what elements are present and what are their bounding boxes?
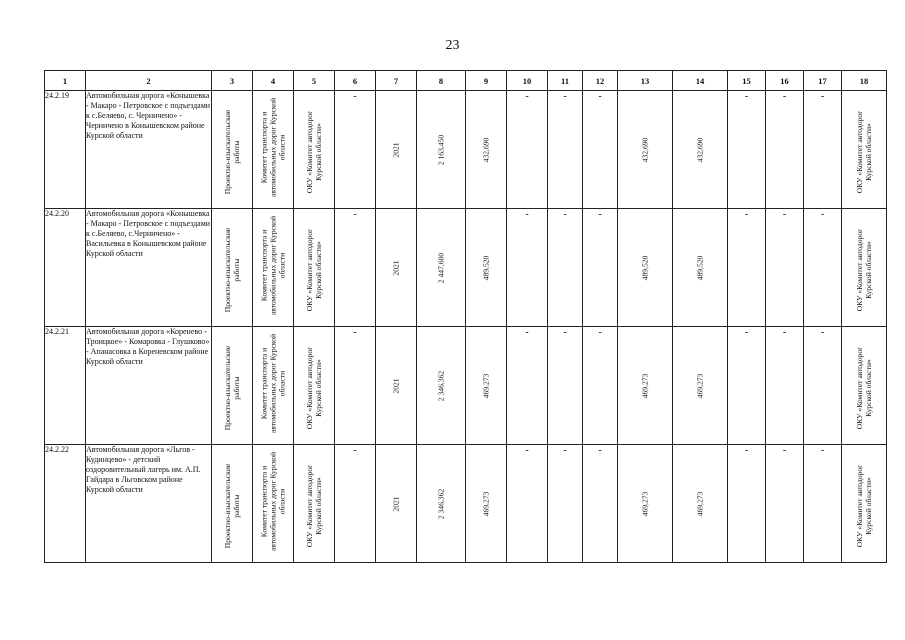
table-row xyxy=(45,209,887,327)
cell-c12: - xyxy=(583,445,618,563)
cell-c15: - xyxy=(728,327,766,445)
cell-c6: - xyxy=(335,91,376,209)
column-header: 14 xyxy=(673,71,728,91)
work-type: Проектно-изыскательские работы xyxy=(223,109,241,195)
road-name: Автомобильная дорога «Льгов - Кудинцево» - детский оздоровительный лагерь им. А.П. Гайдара в Льговском районе Курской области xyxy=(86,445,212,563)
cell-c14: 432,690 xyxy=(695,137,705,162)
cell-c11: - xyxy=(548,445,583,563)
column-header: 15 xyxy=(728,71,766,91)
column-header: 1 xyxy=(45,71,86,91)
contractor: ОКУ «Комитет автодорог Курской области» xyxy=(305,464,323,548)
contractor: ОКУ «Комитет автодорог Курской области» xyxy=(305,228,323,312)
customer: Комитет транспорта и автомобильных дорог Курской области xyxy=(259,451,287,552)
cell-c14: 469,273 xyxy=(695,373,705,398)
cell-c17: - xyxy=(804,91,842,209)
table-row xyxy=(45,91,887,209)
cell-c6: - xyxy=(335,209,376,327)
header-row xyxy=(45,71,887,91)
cell-c10: - xyxy=(507,209,548,327)
cell-c11: - xyxy=(548,209,583,327)
cell-c13: 432,690 xyxy=(640,137,650,162)
year: 2021 xyxy=(391,377,401,394)
column-header: 7 xyxy=(376,71,417,91)
row-number: 24.2.20 xyxy=(45,209,86,327)
cell-c11: - xyxy=(548,91,583,209)
customer: Комитет транспорта и автомобильных дорог Курской области xyxy=(259,97,287,198)
cell-c9: 469,273 xyxy=(481,491,491,516)
cell-c16: - xyxy=(766,91,804,209)
cell-c11: - xyxy=(548,327,583,445)
column-header: 8 xyxy=(417,71,466,91)
cell-c8: 2 163,450 xyxy=(436,134,446,165)
cell-c14: 489,520 xyxy=(695,255,705,280)
cell-c12: - xyxy=(583,91,618,209)
cell-c18: ОКУ «Комитет автодорог Курской области» xyxy=(855,346,873,430)
row-number: 24.2.22 xyxy=(45,445,86,563)
cell-c6: - xyxy=(335,445,376,563)
column-header: 2 xyxy=(86,71,212,91)
cell-c15: - xyxy=(728,209,766,327)
column-header: 3 xyxy=(212,71,253,91)
column-header: 17 xyxy=(804,71,842,91)
contractor: ОКУ «Комитет автодорог Курской области» xyxy=(305,346,323,430)
page-number: 23 xyxy=(445,38,460,53)
road-name: Автомобильная дорога «Коренево - Троицкое» - Комаровка - Глушково» - Апанасовка в Кореневском районе Курской области xyxy=(86,327,212,445)
cell-c15: - xyxy=(728,91,766,209)
column-header: 18 xyxy=(842,71,887,91)
year: 2021 xyxy=(391,259,401,276)
cell-c17: - xyxy=(804,327,842,445)
cell-c13: 489,520 xyxy=(640,255,650,280)
column-header: 5 xyxy=(294,71,335,91)
year: 2021 xyxy=(391,141,401,158)
cell-c8: 2 346,362 xyxy=(436,488,446,519)
cell-c9: 489,520 xyxy=(481,255,491,280)
cell-c10: - xyxy=(507,91,548,209)
cell-c17: - xyxy=(804,209,842,327)
column-header: 13 xyxy=(618,71,673,91)
cell-c12: - xyxy=(583,209,618,327)
column-header: 4 xyxy=(253,71,294,91)
cell-c8: 2 447,600 xyxy=(436,252,446,283)
cell-c15: - xyxy=(728,445,766,563)
table-row xyxy=(45,327,887,445)
contractor: ОКУ «Комитет автодорог Курской области» xyxy=(305,110,323,194)
cell-c18: ОКУ «Комитет автодорог Курской области» xyxy=(855,110,873,194)
road-name: Автомобильная дорога «Конышевка - Макаро - Петровское с подъездами к с.Беляево, с.Черничено» - Васильевка в Конышевском районе Курской области xyxy=(86,209,212,327)
column-header: 6 xyxy=(335,71,376,91)
cell-c9: 432,690 xyxy=(481,137,491,162)
column-header: 11 xyxy=(548,71,583,91)
customer: Комитет транспорта и автомобильных дорог Курской области xyxy=(259,333,287,434)
cell-c17: - xyxy=(804,445,842,563)
cell-c9: 469,273 xyxy=(481,373,491,398)
cell-c16: - xyxy=(766,445,804,563)
cell-c13: 469,273 xyxy=(640,491,650,516)
cell-c16: - xyxy=(766,209,804,327)
cell-c13: 469,273 xyxy=(640,373,650,398)
cell-c16: - xyxy=(766,327,804,445)
cell-c18: ОКУ «Комитет автодорог Курской области» xyxy=(855,228,873,312)
cell-c18: ОКУ «Комитет автодорог Курской области» xyxy=(855,464,873,548)
column-header: 10 xyxy=(507,71,548,91)
year: 2021 xyxy=(391,495,401,512)
road-name: Автомобильная дорога «Конышевка - Макаро - Петровское с подъездами к с.Беляево, с. Черничено» - Черничено в Конышевском районе Курской области xyxy=(86,91,212,209)
table-row xyxy=(45,445,887,563)
customer: Комитет транспорта и автомобильных дорог Курской области xyxy=(259,215,287,316)
row-number: 24.2.19 xyxy=(45,91,86,209)
row-number: 24.2.21 xyxy=(45,327,86,445)
data-table xyxy=(44,70,887,563)
cell-c10: - xyxy=(507,445,548,563)
work-type: Проектно-изыскательские работы xyxy=(223,463,241,549)
cell-c8: 2 346,362 xyxy=(436,370,446,401)
column-header: 12 xyxy=(583,71,618,91)
cell-c10: - xyxy=(507,327,548,445)
work-type: Проектно-изыскательские работы xyxy=(223,227,241,313)
column-header: 9 xyxy=(466,71,507,91)
work-type: Проектно-изыскательские работы xyxy=(223,345,241,431)
cell-c12: - xyxy=(583,327,618,445)
cell-c14: 469,273 xyxy=(695,491,705,516)
cell-c6: - xyxy=(335,327,376,445)
column-header: 16 xyxy=(766,71,804,91)
